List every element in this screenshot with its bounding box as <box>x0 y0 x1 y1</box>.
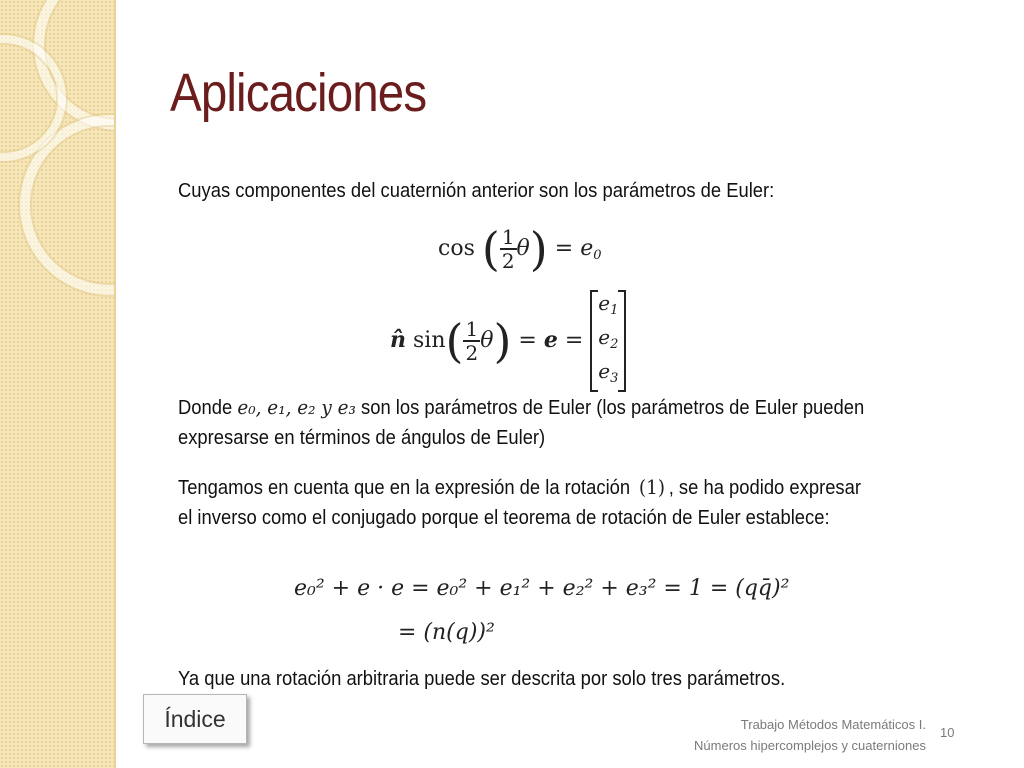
intro-text: Cuyas componentes del cuaternión anterior son los parámetros de Euler: <box>178 180 775 202</box>
euler-parameters-math: e₀, e₁, e₂ y e₃ <box>237 395 356 419</box>
fraction: $\frac{1}{2}$ <box>465 317 479 365</box>
cos-label: cos <box>438 236 475 261</box>
unit-vector-n: n̂ <box>390 327 406 353</box>
fraction: $\frac{1}{2}$ <box>501 225 515 273</box>
equation-euler-identity-line2: = (n(q))² <box>398 620 495 645</box>
slide-title: Aplicaciones <box>170 63 427 123</box>
footer-line2: Números hipercomplejos y cuaterniones <box>694 738 926 753</box>
equation-euler-identity-line1: e₀² + e · e = e₀² + e₁² + e₂² + e₃² = 1 = (qq̄)² <box>294 576 790 601</box>
donde-paragraph: Donde e₀, e₁, e₂ y e₃ son los parámetros de Euler (los parámetros de Euler pueden expresarse en términos de ángulos de Euler) <box>178 392 877 453</box>
footer <box>640 714 926 756</box>
page-number: 10 <box>940 725 955 740</box>
tengamos-paragraph: Tengamos en cuenta que en la expresión de la rotación (1) , se ha podido expresar el inverso como el conjugado porque el teorema de rotación de Euler establece: <box>178 472 877 533</box>
column-vector: $e_1$ $e_2$ $e_3$ <box>590 290 626 392</box>
equation-sin: n̂ sin( $\frac{1}{2}$ θ) = e = $e_1$ $e_2$ $e_3$ <box>390 290 626 392</box>
footer-line1: Trabajo Métodos Matemáticos I. <box>740 717 926 732</box>
decorative-side-band <box>0 0 116 768</box>
conclusion-text: Ya que una rotación arbitraria puede ser descrita por solo tres parámetros. <box>178 668 786 690</box>
equation-cos: cos ( $\frac{1}{2}$ $\theta) = e_0$ <box>438 222 602 276</box>
equation-reference: (1) <box>638 475 666 499</box>
indice-button[interactable]: Índice <box>143 694 247 744</box>
